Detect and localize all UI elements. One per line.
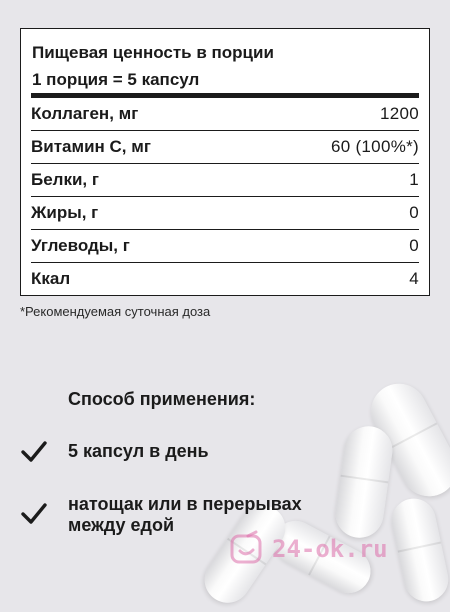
row-value: 4	[409, 269, 419, 288]
table-row	[31, 164, 419, 197]
nutrition-title	[21, 29, 429, 87]
watermark	[228, 530, 388, 568]
row-value: 0	[409, 203, 419, 222]
row-label: Углеводы, г	[31, 236, 130, 255]
capsule-image	[388, 495, 450, 606]
box-smile-icon	[228, 530, 266, 568]
row-value: 0	[409, 236, 419, 255]
nutrition-title-line1: Пищевая ценность в порции	[32, 43, 274, 62]
watermark-text: 24-ok.ru	[272, 535, 388, 563]
usage-item-text: 5 капсул в день	[68, 441, 209, 461]
checkmark-icon	[20, 438, 48, 466]
usage-item-text: между едой	[68, 515, 175, 535]
row-value: 1	[409, 170, 419, 189]
footnote: *Рекомендуемая суточная доза	[20, 304, 211, 319]
row-label: Коллаген, мг	[31, 104, 139, 123]
row-value: 60 (100%*)	[330, 137, 419, 156]
row-label: Витамин С, мг	[31, 137, 151, 156]
table-row	[31, 131, 419, 164]
usage-item-text: натощак или в перерывах	[68, 494, 302, 514]
table-row	[31, 98, 419, 131]
table-row	[31, 263, 419, 295]
checkmark-icon	[20, 500, 48, 528]
row-label: Ккал	[31, 269, 71, 288]
nutrition-table	[20, 28, 430, 296]
capsule-image	[332, 423, 395, 541]
row-label: Жиры, г	[31, 203, 99, 222]
usage-item	[68, 441, 209, 462]
table-row	[31, 197, 419, 230]
table-row	[31, 230, 419, 263]
usage-title: Способ применения:	[68, 389, 256, 409]
row-label: Белки, г	[31, 170, 99, 189]
row-value: 1200	[379, 104, 419, 123]
nutrition-serving-size: 1 порция = 5 капсул	[32, 70, 200, 89]
